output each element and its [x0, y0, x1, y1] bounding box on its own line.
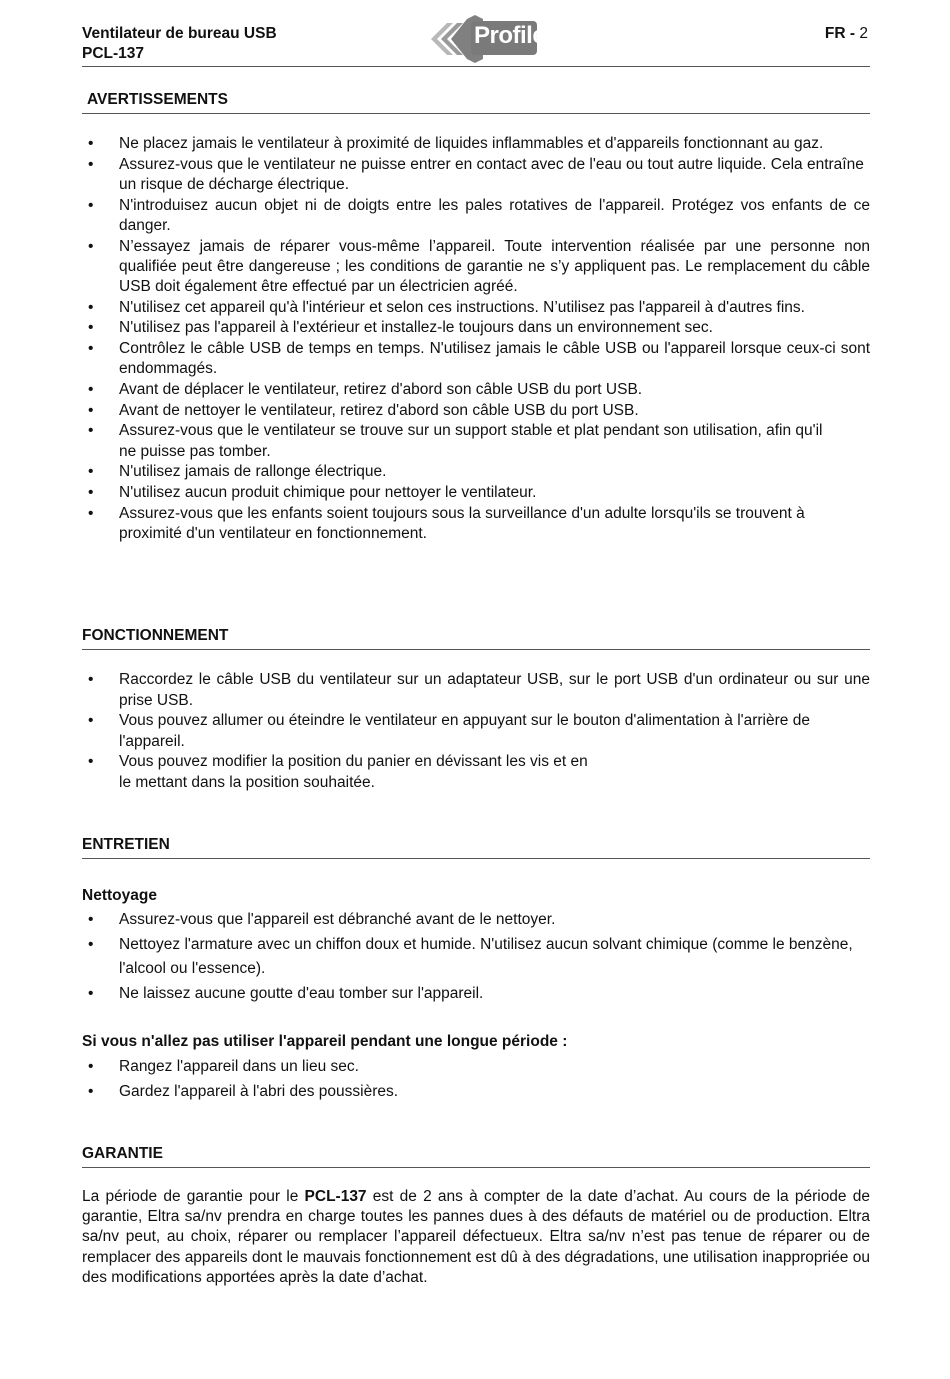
- storage-title: Si vous n'allez pas utiliser l'appareil pendant une longue période :: [82, 1033, 568, 1050]
- list-item: • Raccordez le câble USB du ventilateur sur un adaptateur USB, sur le port USB d'un ordinateur ou sur une prise USB.: [82, 670, 870, 711]
- list-item: • Ne laissez aucune goutte d'eau tomber sur l'appareil.: [82, 982, 870, 1007]
- list-item: • Vous pouvez allumer ou éteindre le ventilateur en appuyant sur le bouton d'alimentation à l'arrière de l'appareil.: [82, 711, 870, 752]
- operation-list: [82, 670, 870, 793]
- cleaning-title: Nettoyage: [82, 887, 157, 904]
- list-item: • Assurez-vous que le ventilateur ne puisse entrer en contact avec de l'eau ou tout autre liquide. Cela entraîne un risque de décharge électrique.: [82, 155, 870, 195]
- page-number: 2: [859, 25, 868, 42]
- warnings-list: [82, 134, 870, 545]
- product-name: Ventilateur de bureau USB: [82, 25, 277, 42]
- logo-text: Profile: [474, 22, 546, 49]
- list-item: • Avant de nettoyer le ventilateur, retirez d'abord son câble USB du port USB.: [82, 401, 870, 421]
- list-item: • Vous pouvez modifier la position du panier en dévissant les vis et en le mettant dans la position souhaitée.: [82, 752, 870, 793]
- list-item: • N'utilisez pas l'appareil à l'extérieur et installez-le toujours dans un environnement sec.: [82, 318, 870, 338]
- warranty-text-end: est de 2 ans à compter de la date d’achat. Au cours de la période de garantie, Eltra sa/nv prendra en charge toutes les pannes dues à des défauts de matériel ou de production. Eltra sa/nv peut, au choix, réparer ou remplacer l’appareil défectueux. Eltra sa/nv n’est pas tenue de réparer ou de remplacer des appareils dont le mauvais fonctionnement est dû à des dégradations, une utilisation inappropriée ou des modifications apportées après la date d’achat.: [82, 1188, 870, 1286]
- list-item: • Gardez l'appareil à l'abri des poussières.: [82, 1080, 870, 1105]
- list-item: • Ne placez jamais le ventilateur à proximité de liquides inflammables et d'appareils fonctionnant au gaz.: [82, 134, 870, 154]
- document-title: [82, 24, 277, 64]
- warranty-paragraph: [82, 1187, 870, 1288]
- section-title-garantie: GARANTIE: [82, 1145, 870, 1168]
- list-item: • Nettoyez l'armature avec un chiffon doux et humide. N'utilisez aucun solvant chimique (comme le benzène, l'alcool ou l'essence).: [82, 933, 870, 982]
- list-item: • Avant de déplacer le ventilateur, retirez d'abord son câble USB du port USB.: [82, 380, 870, 400]
- warranty-text-start: La période de garantie pour le: [82, 1188, 305, 1205]
- section-title-entretien: ENTRETIEN: [82, 836, 870, 859]
- list-item: • N'utilisez aucun produit chimique pour nettoyer le ventilateur.: [82, 483, 870, 503]
- section-title-fonctionnement: FONCTIONNEMENT: [82, 627, 870, 650]
- model-number: PCL-137: [82, 45, 145, 62]
- warranty-model: PCL-137: [304, 1188, 367, 1205]
- list-item: • N'introduisez aucun objet ni de doigts entre les pales rotatives de l'appareil. Protégez vos enfants de ce danger.: [82, 196, 870, 236]
- list-item: • Assurez-vous que les enfants soient toujours sous la surveillance d'un adulte lorsqu'ils se trouvent à proximité d'un ventilateur en fonctionnement.: [82, 504, 870, 544]
- list-item: • N'utilisez jamais de rallonge électrique.: [82, 462, 870, 482]
- list-item: • N’essayez jamais de réparer vous-même l’appareil. Toute intervention réalisée par une personne non qualifiée peut être dangereuse ; les conditions de garantie ne s’y appliquent pas. Le remplacement du câble USB doit également être effectué par un électricien agréé.: [82, 237, 870, 298]
- list-item: • Contrôlez le câble USB de temps en temps. N'utilisez jamais le câble USB ou l'appareil lorsque ceux-ci sont endommagés.: [82, 339, 870, 379]
- language-code: FR -: [824, 25, 856, 42]
- storage-list: [82, 1055, 870, 1104]
- page-header: [82, 22, 870, 67]
- list-item: • Assurez-vous que l'appareil est débranché avant de le nettoyer.: [82, 908, 870, 933]
- page-indicator: [825, 24, 868, 44]
- list-item: • N'utilisez cet appareil qu'à l'intérieur et selon ces instructions. N’utilisez pas l'appareil à d'autres fins.: [82, 298, 870, 318]
- cleaning-list: [82, 908, 870, 1006]
- section-title-avertissements: AVERTISSEMENTS: [82, 91, 870, 114]
- list-item: • Rangez l'appareil dans un lieu sec.: [82, 1055, 870, 1080]
- list-item: • Assurez-vous que le ventilateur se trouve sur un support stable et plat pendant son utilisation, afin qu'il ne puisse pas tomber.: [82, 421, 870, 461]
